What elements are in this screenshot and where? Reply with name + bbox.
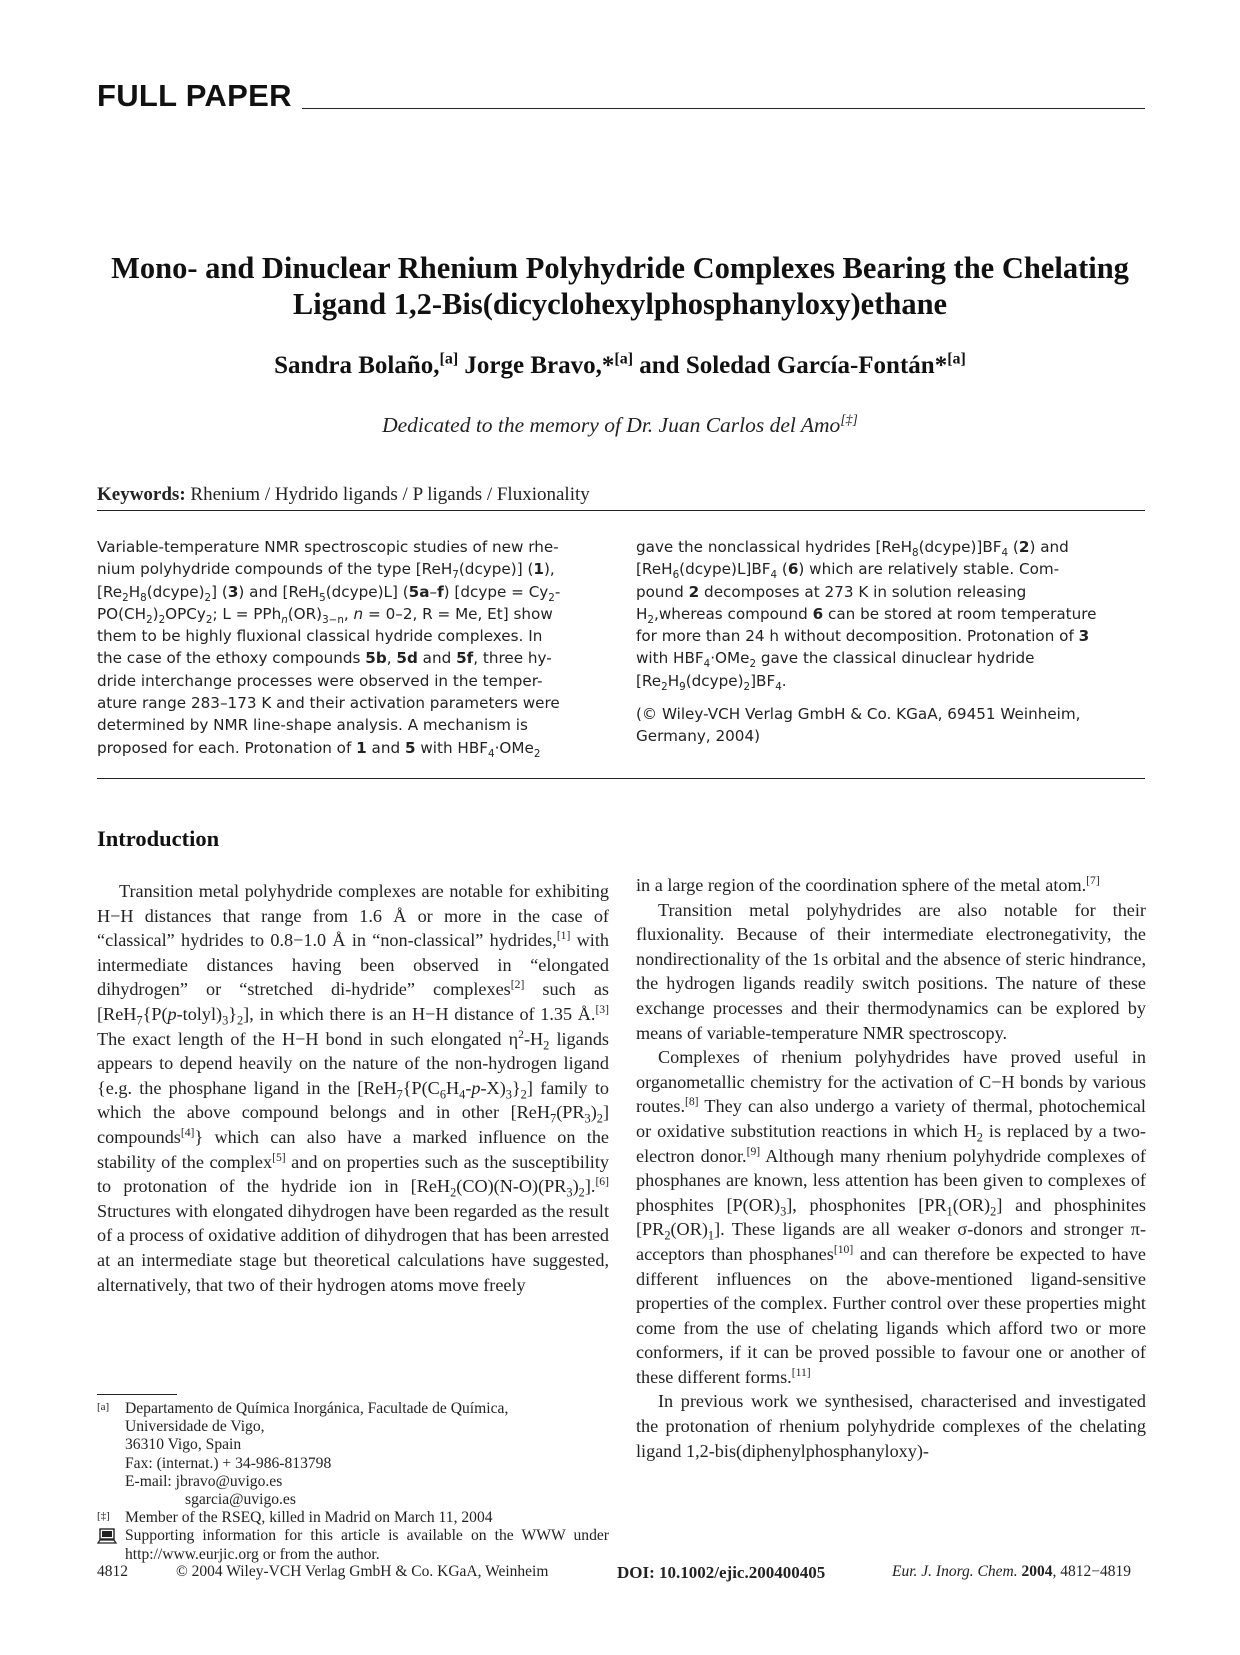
keywords-text: Rhenium / Hydrido ligands / P ligands / Fluxionality (190, 484, 590, 505)
page-number: 4812 (97, 1563, 128, 1580)
footnote-rule (97, 1394, 177, 1395)
abstract-top-rule (97, 510, 1145, 511)
author-1: Sandra Bolaño, (274, 352, 440, 379)
footnote-supporting-info: Supporting information for this article is available on the WWW under http://www.eurjic.org or from the author. (97, 1527, 609, 1563)
intro-left-column (97, 879, 609, 1297)
footer-copyright: © 2004 Wiley-VCH Verlag GmbH & Co. KGaA, Weinheim (176, 1563, 549, 1580)
footnote-dagger: [‡] Member of the RSEQ, killed in Madrid on March 11, 2004 (97, 1509, 493, 1527)
footnotes (97, 1400, 609, 1564)
author-3: and Soledad García-Fontán* (639, 352, 948, 379)
page-header (97, 78, 1145, 118)
abstract-bottom-rule (97, 778, 1145, 779)
section-heading-introduction: Introduction (97, 826, 220, 851)
intro-paragraph-2: Transition metal polyhydrides are also notable for their fluxionality. Because of their intermediate electronegativity, the nondirectionality of the 1s orbital and the absence of steric hindrance, the hydrogen ligands readily switch positions. The nature of these exchange processes and their thermodynamics can be explored by means of variable-temperature NMR spectroscopy. (636, 899, 1146, 1043)
page-footer (97, 1563, 1145, 1587)
abstract-left: Variable-temperature NMR spectroscopic studies of new rhe- nium polyhydride compounds of the type [ReH$_7$(dcype)] (1), $[Re_2H_8(dcype)_2]$ (3) and [ReH$_5$(dcype)L] (5a–f) [dcype = $Cy_2-$ $PO(CH_2)_2OPCy_2$; $L = PPh_n(OR)_{3-n}$, n = 0–2, R = Me, Et] show them to be highly fluxional classical hydride complexes. In the case of the ethoxy compounds 5b, 5d and 5f, three hy- dride interchange processes were observed in the temper- ature range 283–173 K and their activation parameters were determined by NMR line-shape analysis. A mechanism is proposed for each. Protonation of 1 and 5 with $HBF_4\cdot OMe_2$ (97, 538, 561, 760)
intro-paragraph-continued: in a large region of the coordination sphere of the metal atom.[7] (636, 873, 1100, 895)
intro-paragraph-1: Transition metal polyhydride complexes are notable for exhibiting H−H distances that range from 1.6 Å or more in the case of “classical” hydrides to 0.8−1.0 Å in “non-classical” hydrides,[1] with intermediate distances having been observed in “elongated dihydrogen” or “stretched di-hydride” complexes[2] such as $[ReH_7\{P(p-tolyl)_3\}_2]$, in which there is an H−H distance of 1.35 Å.[3] The exact length of the H−H bond in such elongated $\eta^2-H_2$ ligands appears to depend heavily on the nature of the non-hydrogen ligand {e.g. the phosphane ligand in the $[ReH_7\{P(C_6H_4-p-X)_3\}_2]$ family to which the above compound belongs and in other $[ReH_7(PR_3)_2]$ compounds[4]} which can also have a marked influence on the stability of the complex[5] and on properties such as the susceptibility to protonation of the hydride ion in $[ReH_2(CO)(N-O)(PR_3)_2].[6]$ Structures with elongated dihydrogen have been regarded as the result of a process of oxidative addition of dihydrogen that has been arrested at an intermediate stage but theoretical calculations have suggested, alternatively, that two of their hydrogen atoms move freely (97, 881, 609, 1295)
header-rule (302, 108, 1145, 109)
dedication: Dedicated to the memory of Dr. Juan Carlos del Amo[‡] (382, 411, 858, 437)
author-2: Jorge Bravo,* (464, 352, 615, 379)
intro-paragraph-3: Complexes of rhenium polyhydrides have proved useful in organometallic chemistry for the activation of C−H bonds by various routes.[8] They can also undergo a variety of thermal, photochemical or oxidative substitution reactions in which $H_2$ is replaced by a two-electron donor.[9] Although many rhenium polyhydride complexes of phosphanes are known, less attention has been given to complexes of phosphites $[P(OR)_3]$, phosphonites $[PR_1(OR)_2]$ and phosphinites $[PR_2(OR)_1]$. These ligands are all weaker σ-donors and stronger π-acceptors than phosphanes[10] and can therefore be expected to have different influences on the above-mentioned ligand-sensitive properties of the complex. Further control over these properties might come from the use of chelating ligands which afford two or more conformers, if it can be proved possible to favour one or another of these different forms.[11] (636, 1047, 1147, 1387)
footer-journal: Eur. J. Inorg. Chem. 2004 , 4812−4819 (892, 1563, 1131, 1580)
intro-paragraph-4: In previous work we synthesised, characterised and investigated the protonation of rhenium polyhydride complexes of the chelating ligand 1,2-bis(diphenylphosphanyloxy)- (636, 1391, 1146, 1461)
abstract-right: gave the nonclassical hydrides $[ReH_8(dcype)]BF_4$ (2) and $[ReH_6(dcype)L]BF_4$ (6) which are relatively stable. Com- pound 2 decomposes at 273 K in solution releasing $H_2,whereas$ compound 6 can be stored at room temperature for more than 24 h without decomposition. Protonation of 3 with $HBF_4\cdot OMe_2$ gave the classical dinuclear hydride $[Re_2H_9(dcype)_2]BF_4$. (© Wiley-VCH Verlag GmbH & Co. KGaA, 69451 Weinheim, Germany, 2004) (636, 536, 1146, 759)
computer-icon (97, 1528, 117, 1550)
abstract-copyright: (© Wiley-VCH Verlag GmbH & Co. KGaA, 69451 Weinheim, Germany, 2004) (636, 705, 1081, 746)
footer-doi: DOI: 10.1002/ejic.200400405 (617, 1563, 826, 1582)
keywords (97, 484, 590, 506)
footnote-affiliation: [a] Departamento de Química Inorgánica, Facultade de Química, Universidade de Vigo, 36310 Vigo, Spain Fax: (internat.) + 34-986-813798 E-mail: jbravo@uvigo.es sgarcia@uvigo.es (97, 1400, 509, 1509)
author-list: Sandra Bolaño,[a] Jorge Bravo,*[a] and Soledad García-Fontán*[a] (274, 350, 966, 379)
keywords-label: Keywords: (97, 484, 186, 505)
section-label: FULL PAPER (97, 78, 292, 113)
article-title: Mono- and Dinuclear Rhenium Polyhydride Complexes Bearing the Chelating Ligand 1,2-Bis(dicyclohexylphosphanyloxy)ethane (111, 251, 1129, 321)
intro-right-column (636, 873, 1146, 1463)
